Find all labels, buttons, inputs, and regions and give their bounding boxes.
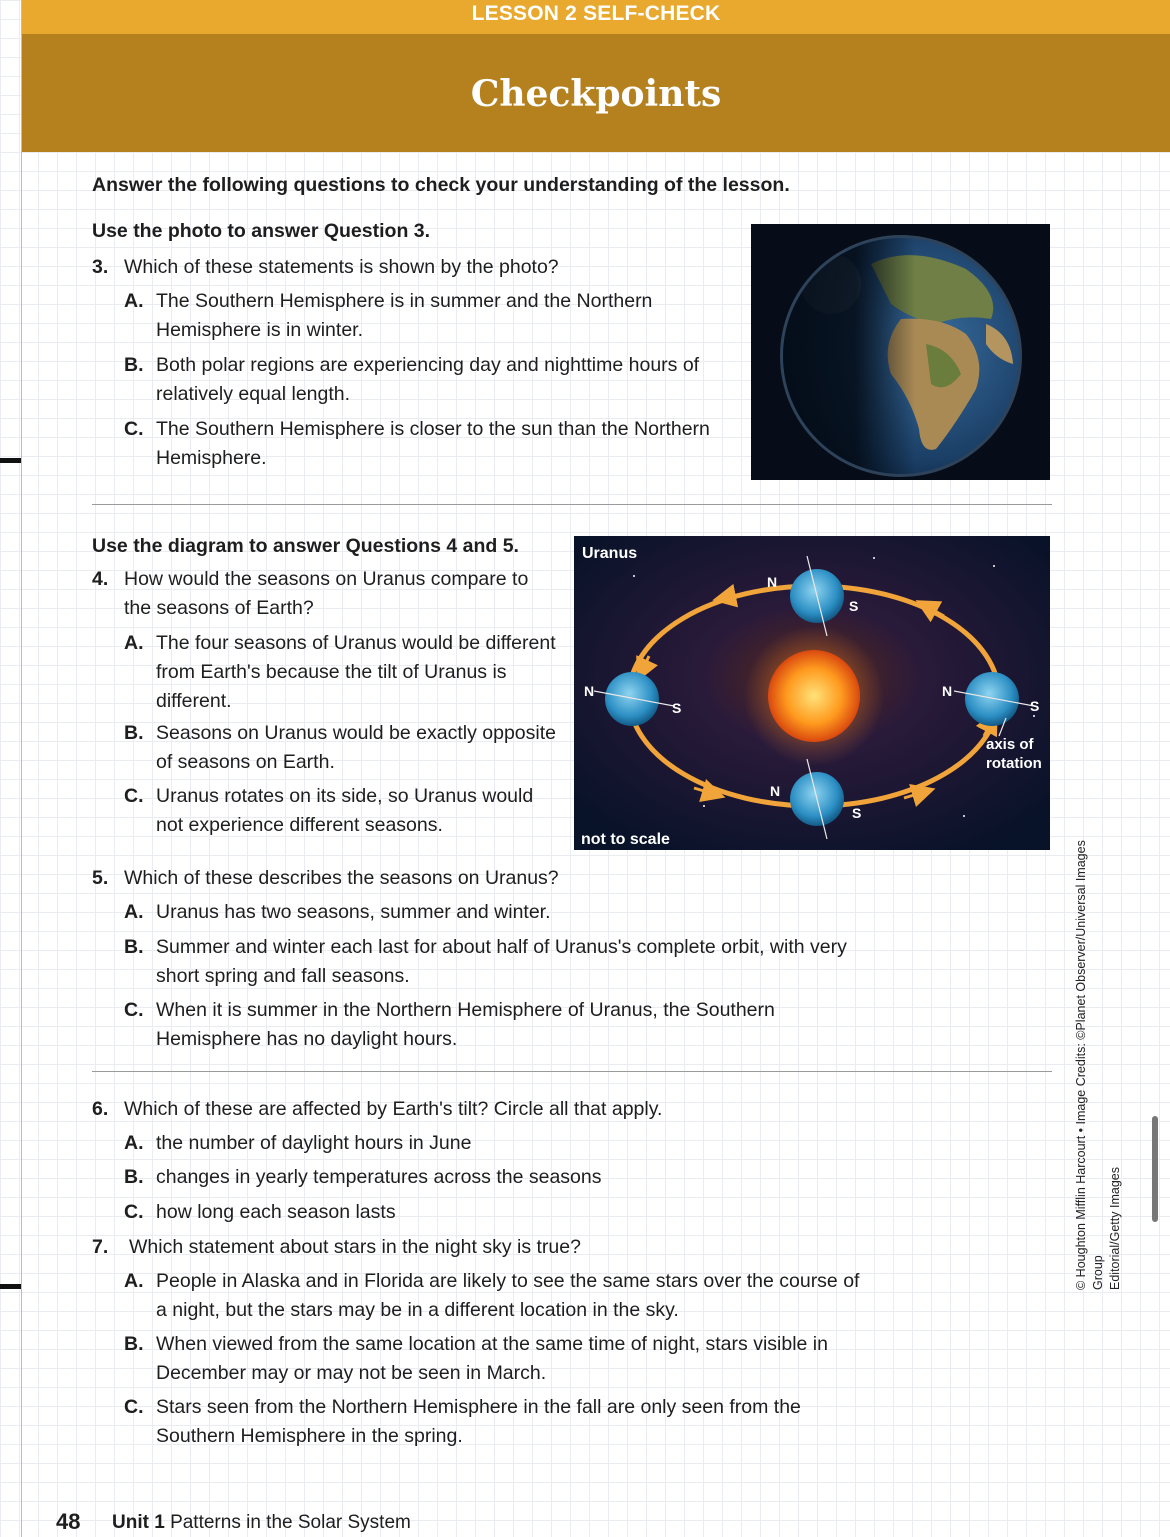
pole-label: S bbox=[672, 700, 682, 716]
question-5-option-b bbox=[124, 933, 856, 991]
question-3-option-c bbox=[124, 415, 716, 473]
uranus-left-icon bbox=[605, 672, 659, 726]
intro-text: Answer the following questions to check your understanding of the lesson. bbox=[92, 174, 790, 196]
title-banner bbox=[22, 34, 1170, 152]
page-title: Checkpoints bbox=[470, 73, 722, 115]
question-3-number: 3. bbox=[92, 256, 109, 278]
option-letter: C. bbox=[124, 1396, 144, 1418]
credit-line-1: © Houghton Mifflin Harcourt • Image Credits: ©Planet Observer/Universal Images Group bbox=[1074, 840, 1105, 1290]
option-letter: B. bbox=[124, 936, 144, 958]
pole-label: S bbox=[849, 598, 859, 614]
option-text: Uranus rotates on its side, so Uranus would not experience different seasons. bbox=[156, 785, 534, 836]
option-text: Both polar regions are experiencing day and nighttime hours of relatively equal length. bbox=[156, 354, 700, 405]
section-divider bbox=[92, 504, 1052, 505]
page-number: 48 bbox=[56, 1509, 81, 1534]
page-edge-mark bbox=[0, 1284, 21, 1289]
option-letter: B. bbox=[124, 1166, 144, 1188]
earth-photo bbox=[751, 224, 1050, 480]
lesson-band bbox=[22, 0, 1170, 34]
option-text: When viewed from the same location at the same time of night, stars visible in December may or may not be seen in March. bbox=[156, 1333, 828, 1384]
credit-line-2: Editorial/Getty Images bbox=[1108, 1167, 1122, 1290]
question-7-option-a bbox=[124, 1267, 866, 1325]
pole-label: N bbox=[584, 683, 595, 699]
question-4-option-a bbox=[124, 629, 556, 716]
question-5-option-a bbox=[124, 898, 856, 927]
question-4-option-b bbox=[124, 719, 556, 777]
pole-label: S bbox=[1030, 698, 1040, 714]
axis-label-line2: rotation bbox=[986, 755, 1042, 772]
earth-globe-image bbox=[751, 224, 1050, 480]
option-letter: A. bbox=[124, 1132, 144, 1154]
question-4-text: How would the seasons on Uranus compare to the seasons of Earth? bbox=[124, 568, 529, 619]
lesson-band-label: LESSON 2 SELF-CHECK bbox=[471, 2, 721, 25]
question-3-option-a bbox=[124, 287, 696, 345]
option-text: Seasons on Uranus would be exactly opposite of seasons on Earth. bbox=[156, 722, 556, 773]
photo-instruction: Use the photo to answer Question 3. bbox=[92, 220, 431, 242]
option-text: People in Alaska and in Florida are likely to see the same stars over the course of a night, but the stars may be in a different location in the sky. bbox=[156, 1270, 860, 1321]
orbit-diagram-graphic bbox=[574, 536, 1050, 850]
image-credit bbox=[1073, 810, 1124, 1290]
page-edge-mark bbox=[0, 458, 21, 463]
uranus-orbit-diagram bbox=[574, 536, 1050, 850]
question-4-number: 4. bbox=[92, 568, 109, 590]
question-6-option-c bbox=[124, 1198, 856, 1227]
uranus-right-icon bbox=[965, 672, 1019, 726]
question-6-number: 6. bbox=[92, 1098, 109, 1120]
question-6-option-a bbox=[124, 1129, 856, 1158]
question-5-option-c bbox=[124, 996, 796, 1054]
question-7-option-b bbox=[124, 1330, 836, 1388]
option-letter: A. bbox=[124, 632, 144, 654]
option-text: Stars seen from the Northern Hemisphere in the fall are only seen from the Southern Hemisphere in the spring. bbox=[156, 1396, 801, 1447]
question-3-text: Which of these statements is shown by the photo? bbox=[124, 256, 559, 278]
pole-label: N bbox=[942, 683, 953, 699]
option-letter: C. bbox=[124, 999, 144, 1021]
question-7-option-c bbox=[124, 1393, 816, 1451]
question-3-option-b bbox=[124, 351, 716, 409]
option-letter: A. bbox=[124, 1270, 144, 1292]
question-7-text: Which statement about stars in the night sky is true? bbox=[129, 1236, 581, 1258]
option-letter: C. bbox=[124, 1201, 144, 1223]
pole-label: N bbox=[770, 783, 781, 799]
diagram-title: Uranus bbox=[582, 545, 638, 562]
section-divider bbox=[92, 1071, 1052, 1072]
scrollbar[interactable] bbox=[1152, 1116, 1158, 1222]
page-edge-line bbox=[21, 0, 22, 1537]
option-text: Uranus has two seasons, summer and winter. bbox=[156, 901, 551, 923]
footer-unit-title: Patterns in the Solar System bbox=[170, 1512, 411, 1533]
footer-unit-label: Unit 1 bbox=[112, 1512, 165, 1533]
question-6-option-b bbox=[124, 1163, 856, 1192]
option-text: how long each season lasts bbox=[156, 1201, 396, 1223]
question-5-number: 5. bbox=[92, 867, 109, 889]
scale-note: not to scale bbox=[581, 831, 670, 848]
option-letter: A. bbox=[124, 290, 144, 312]
option-text: Summer and winter each last for about half of Uranus's complete orbit, with very short spring and fall seasons. bbox=[156, 936, 847, 987]
question-4-option-c bbox=[124, 782, 556, 840]
option-letter: A. bbox=[124, 901, 144, 923]
option-letter: C. bbox=[124, 418, 144, 440]
diagram-instruction: Use the diagram to answer Questions 4 and 5. bbox=[92, 535, 519, 557]
question-5-text: Which of these describes the seasons on Uranus? bbox=[124, 867, 559, 889]
option-text: The Southern Hemisphere is closer to the sun than the Northern Hemisphere. bbox=[156, 418, 710, 469]
option-letter: B. bbox=[124, 722, 144, 744]
axis-label-line1: axis of bbox=[986, 736, 1034, 753]
question-7-number: 7. bbox=[92, 1236, 109, 1258]
footer-unit bbox=[112, 1512, 411, 1534]
option-letter: B. bbox=[124, 354, 144, 376]
option-letter: C. bbox=[124, 785, 144, 807]
sun-icon bbox=[768, 650, 860, 742]
option-text: The Southern Hemisphere is in summer and the Northern Hemisphere is in winter. bbox=[156, 290, 653, 341]
option-text: changes in yearly temperatures across the seasons bbox=[156, 1166, 602, 1188]
pole-label: N bbox=[767, 574, 778, 590]
option-text: The four seasons of Uranus would be different from Earth's because the tilt of Uranus is different. bbox=[156, 632, 556, 712]
question-6-text: Which of these are affected by Earth's tilt? Circle all that apply. bbox=[124, 1098, 663, 1120]
option-text: When it is summer in the Northern Hemisphere of Uranus, the Southern Hemisphere has no daylight hours. bbox=[156, 999, 775, 1050]
pole-label: S bbox=[852, 805, 862, 821]
option-text: the number of daylight hours in June bbox=[156, 1132, 472, 1154]
option-letter: B. bbox=[124, 1333, 144, 1355]
